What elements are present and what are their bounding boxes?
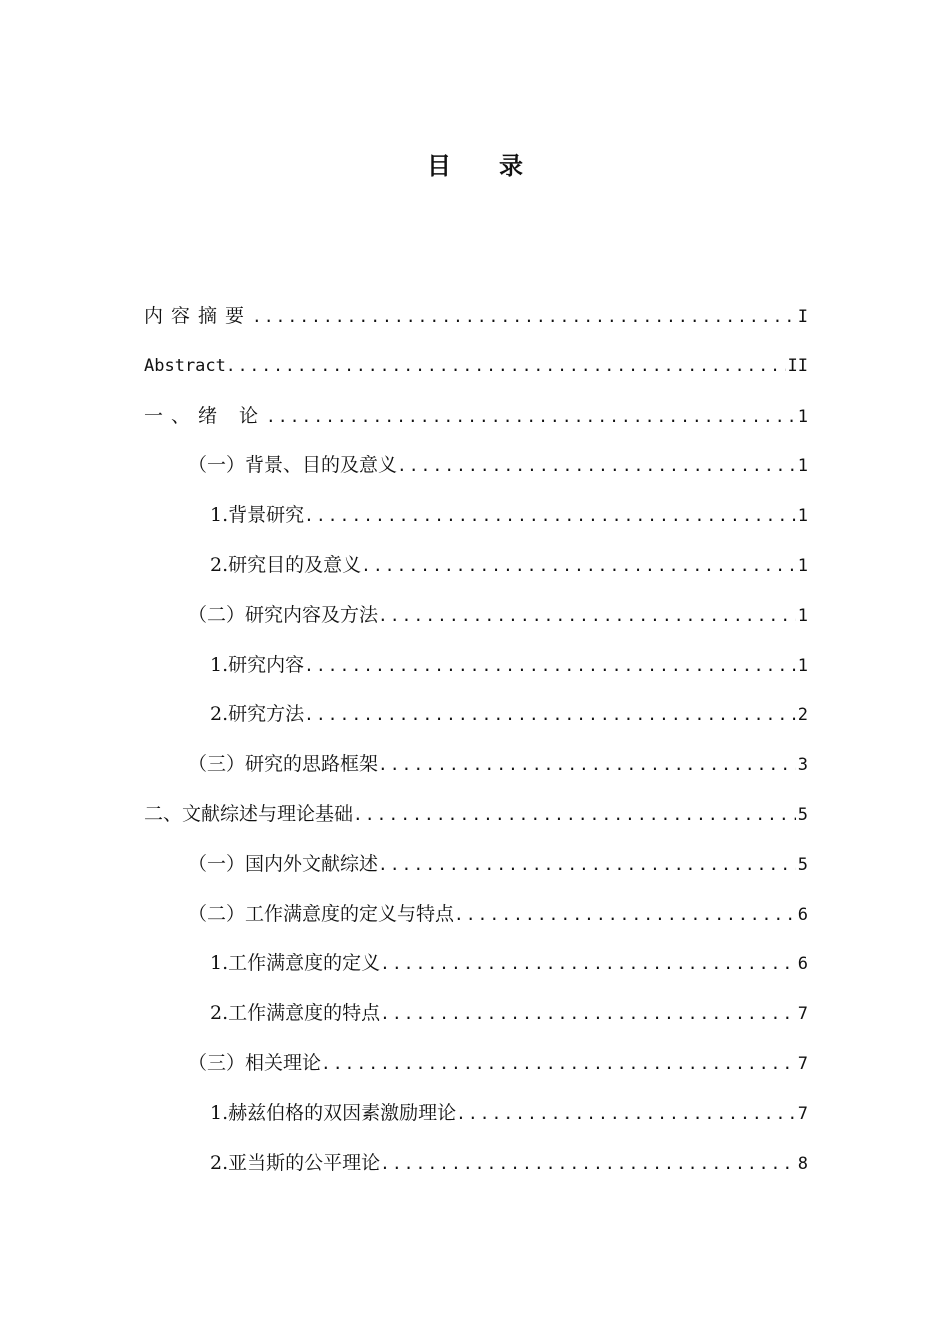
toc-entry-label: （一）国内外文献综述 <box>188 852 379 875</box>
toc-dot-leader <box>353 801 796 829</box>
toc-entry-label: 2.亚当斯的公平理论 <box>210 1151 381 1174</box>
toc-page-number: I <box>797 307 808 327</box>
toc-entry-herzberg-theory[interactable] <box>144 1099 808 1149</box>
toc-entry-label: 二、文献综述与理论基础 <box>144 802 354 825</box>
toc-dot-leader <box>304 701 796 729</box>
toc-entry-label: 2.工作满意度的特点 <box>210 1002 381 1025</box>
toc-page-number: II <box>787 355 808 376</box>
toc-entry-label: 1.赫兹伯格的双因素激励理论 <box>210 1101 457 1124</box>
toc-entry-label: 2.研究方法 <box>210 703 305 726</box>
title-char-2: 录 <box>499 152 523 180</box>
toc-page-number: 1 <box>797 456 808 477</box>
toc-dot-leader <box>456 1100 796 1128</box>
toc-entry-label: Abstract <box>144 355 226 376</box>
toc-dot-leader <box>378 851 796 879</box>
toc-page-number: 6 <box>797 904 808 925</box>
toc-page-number: 8 <box>797 1153 808 1174</box>
toc-page-number: 1 <box>797 506 808 527</box>
toc-dot-leader <box>380 1150 796 1178</box>
toc-entry-background-purpose[interactable] <box>144 451 808 501</box>
toc-entry-label: 2.研究目的及意义 <box>210 553 362 576</box>
toc-dot-leader <box>226 352 786 380</box>
toc-page-number: 7 <box>797 1053 808 1074</box>
toc-entry-abstract-en[interactable] <box>144 352 808 402</box>
toc-entry-abstract-cn[interactable] <box>144 302 808 352</box>
toc-dot-leader <box>397 452 796 480</box>
toc-entry-research-methods[interactable] <box>144 700 808 750</box>
toc-entry-introduction[interactable] <box>144 402 808 452</box>
toc-entry-label: （二）研究内容及方法 <box>188 603 379 626</box>
toc-entry-research-purpose[interactable] <box>144 551 808 601</box>
toc-entry-label: 内容摘要 <box>144 305 253 327</box>
toc-entry-label: （二）工作满意度的定义与特点 <box>188 902 455 925</box>
toc-entry-research-framework[interactable] <box>144 750 808 800</box>
toc-dot-leader <box>361 552 796 580</box>
toc-entry-label: （三）相关理论 <box>188 1051 322 1074</box>
toc-entry-label: （一）背景、目的及意义 <box>188 454 398 477</box>
toc-page-number: 1 <box>797 406 808 427</box>
toc-dot-leader <box>454 901 796 929</box>
toc-entry-label: 1.研究内容 <box>210 653 305 676</box>
toc-dot-leader <box>321 1050 796 1078</box>
toc-entry-background-research[interactable] <box>144 501 808 551</box>
toc-dot-leader <box>378 751 796 779</box>
table-of-contents <box>144 302 808 1198</box>
toc-entry-label: 1.背景研究 <box>210 504 305 527</box>
toc-entry-label: （三）研究的思路框架 <box>188 753 379 776</box>
page-title <box>0 146 950 181</box>
toc-dot-leader <box>380 950 796 978</box>
toc-page-number: 6 <box>797 954 808 975</box>
toc-dot-leader <box>252 303 796 331</box>
toc-dot-leader <box>304 652 796 680</box>
toc-entry-satisfaction-definition[interactable] <box>144 949 808 999</box>
toc-dot-leader <box>266 403 796 431</box>
toc-entry-label: 1.工作满意度的定义 <box>210 952 381 975</box>
toc-page-number: 2 <box>797 705 808 726</box>
toc-entry-content-methods[interactable] <box>144 601 808 651</box>
toc-page-number: 5 <box>797 854 808 875</box>
toc-page-number: 1 <box>797 555 808 576</box>
toc-entry-satisfaction-features[interactable] <box>144 999 808 1049</box>
toc-entry-job-satisfaction[interactable] <box>144 900 808 950</box>
title-char-1: 目 <box>427 152 451 180</box>
toc-entry-related-theories[interactable] <box>144 1049 808 1099</box>
toc-entry-adams-theory[interactable] <box>144 1149 808 1199</box>
toc-dot-leader <box>380 1000 796 1028</box>
toc-entry-literature-theory[interactable] <box>144 800 808 850</box>
toc-dot-leader <box>378 602 796 630</box>
toc-entry-research-content[interactable] <box>144 651 808 701</box>
toc-page-number: 1 <box>797 655 808 676</box>
toc-page-number: 1 <box>797 605 808 626</box>
toc-dot-leader <box>304 502 796 530</box>
toc-page-number: 5 <box>797 804 808 825</box>
toc-page-number: 3 <box>797 755 808 776</box>
toc-page-number: 7 <box>797 1103 808 1124</box>
toc-entry-literature-review[interactable] <box>144 850 808 900</box>
toc-entry-label: 一、绪 论 <box>144 404 267 427</box>
toc-page-number: 7 <box>797 1004 808 1025</box>
